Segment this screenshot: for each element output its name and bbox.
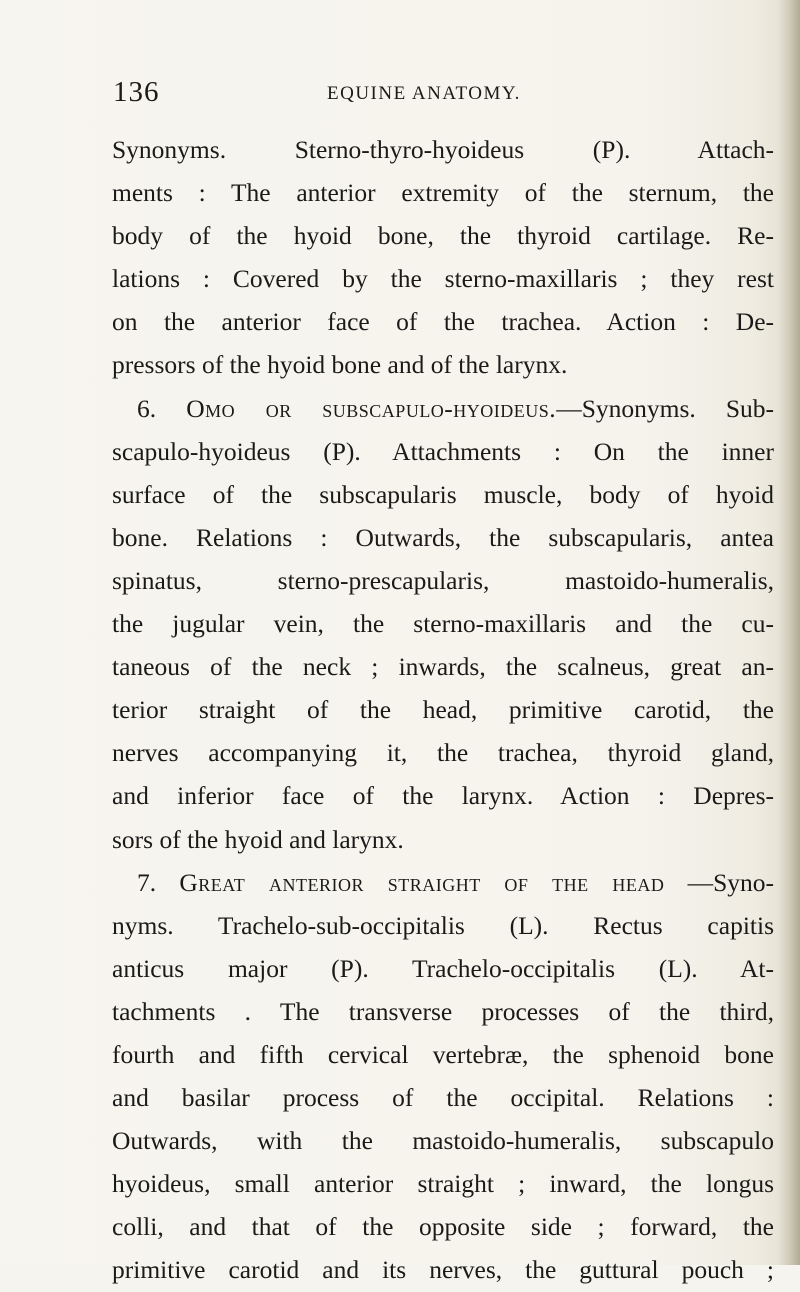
text-line: bone. Relations : Outwards, the subscapularis, antea xyxy=(112,522,774,552)
section-7-number: 7. xyxy=(137,867,157,897)
text-line: colli, and that of the opposite side ; forward, the xyxy=(112,1212,774,1242)
text-line: Synonyms. Sterno-thyro-hyoideus (P). Attach- xyxy=(112,135,774,164)
body-text xyxy=(112,128,774,1292)
text-line: taneous of the neck ; inwards, the scalneus, great an- xyxy=(112,652,774,682)
section-6-first-line-rest: —Synonyms. Sub- xyxy=(556,393,775,423)
text-line: body of the hyoid bone, the thyroid cartilage. Re- xyxy=(112,221,774,251)
text-line: ments : The anterior extremity of the sternum, the xyxy=(112,178,774,208)
section-7-first-line xyxy=(112,861,774,904)
text-line: on the anterior face of the trachea. Action : De- xyxy=(112,307,774,337)
text-line: terior straight of the head, primitive carotid, the xyxy=(112,695,774,725)
text-line: the jugular vein, the sterno-maxillaris and the cu- xyxy=(112,609,774,639)
text-line: scapulo-hyoideus (P). Attachments : On the inner xyxy=(112,436,774,466)
text-line: primitive carotid and its nerves, the guttural pouch ; xyxy=(112,1255,774,1285)
running-head: EQUINE ANATOMY. xyxy=(327,83,521,104)
text-line: hyoideus, small anterior straight ; inward, the longus xyxy=(112,1169,774,1199)
text-line: nyms. Trachelo-sub-occipitalis (L). Rectus capitis xyxy=(112,910,774,940)
text-line: sors of the hyoid and larynx. xyxy=(112,824,404,854)
text-line: Outwards, with the mastoido-humeralis, subscapulo xyxy=(112,1126,774,1156)
page-number: 136 xyxy=(113,76,160,108)
text-line: nerves accompanying it, the trachea, thyroid gland, xyxy=(112,738,774,768)
section-7-heading: Great anterior straight of the head xyxy=(179,867,665,897)
text-line: spinatus, sterno-prescapularis, mastoido-humeralis, xyxy=(112,565,774,595)
section-7-first-line-rest: —Syno- xyxy=(664,867,774,897)
text-line: fourth and fifth cervical vertebræ, the sphenoid bone xyxy=(112,1039,774,1069)
section-6-heading: Omo or subscapulo-hyoideus. xyxy=(186,393,557,423)
page-edge-shadow xyxy=(778,0,800,1265)
text-line: anticus major (P). Trachelo-occipitalis (L). At- xyxy=(112,953,774,983)
text-line: pressors of the hyoid bone and of the larynx. xyxy=(112,350,568,380)
section-6-number: 6. xyxy=(137,393,157,423)
text-line: tachments . The transverse processes of the third, xyxy=(112,996,774,1026)
page-header xyxy=(113,76,753,116)
text-line: lations : Covered by the sterno-maxillaris ; they rest xyxy=(112,264,774,294)
section-6-first-line xyxy=(112,387,774,430)
text-line: and inferior face of the larynx. Action : Depres- xyxy=(112,781,774,811)
text-line: and basilar process of the occipital. Relations : xyxy=(112,1083,774,1113)
text-line: surface of the subscapularis muscle, body of hyoid xyxy=(112,479,774,509)
